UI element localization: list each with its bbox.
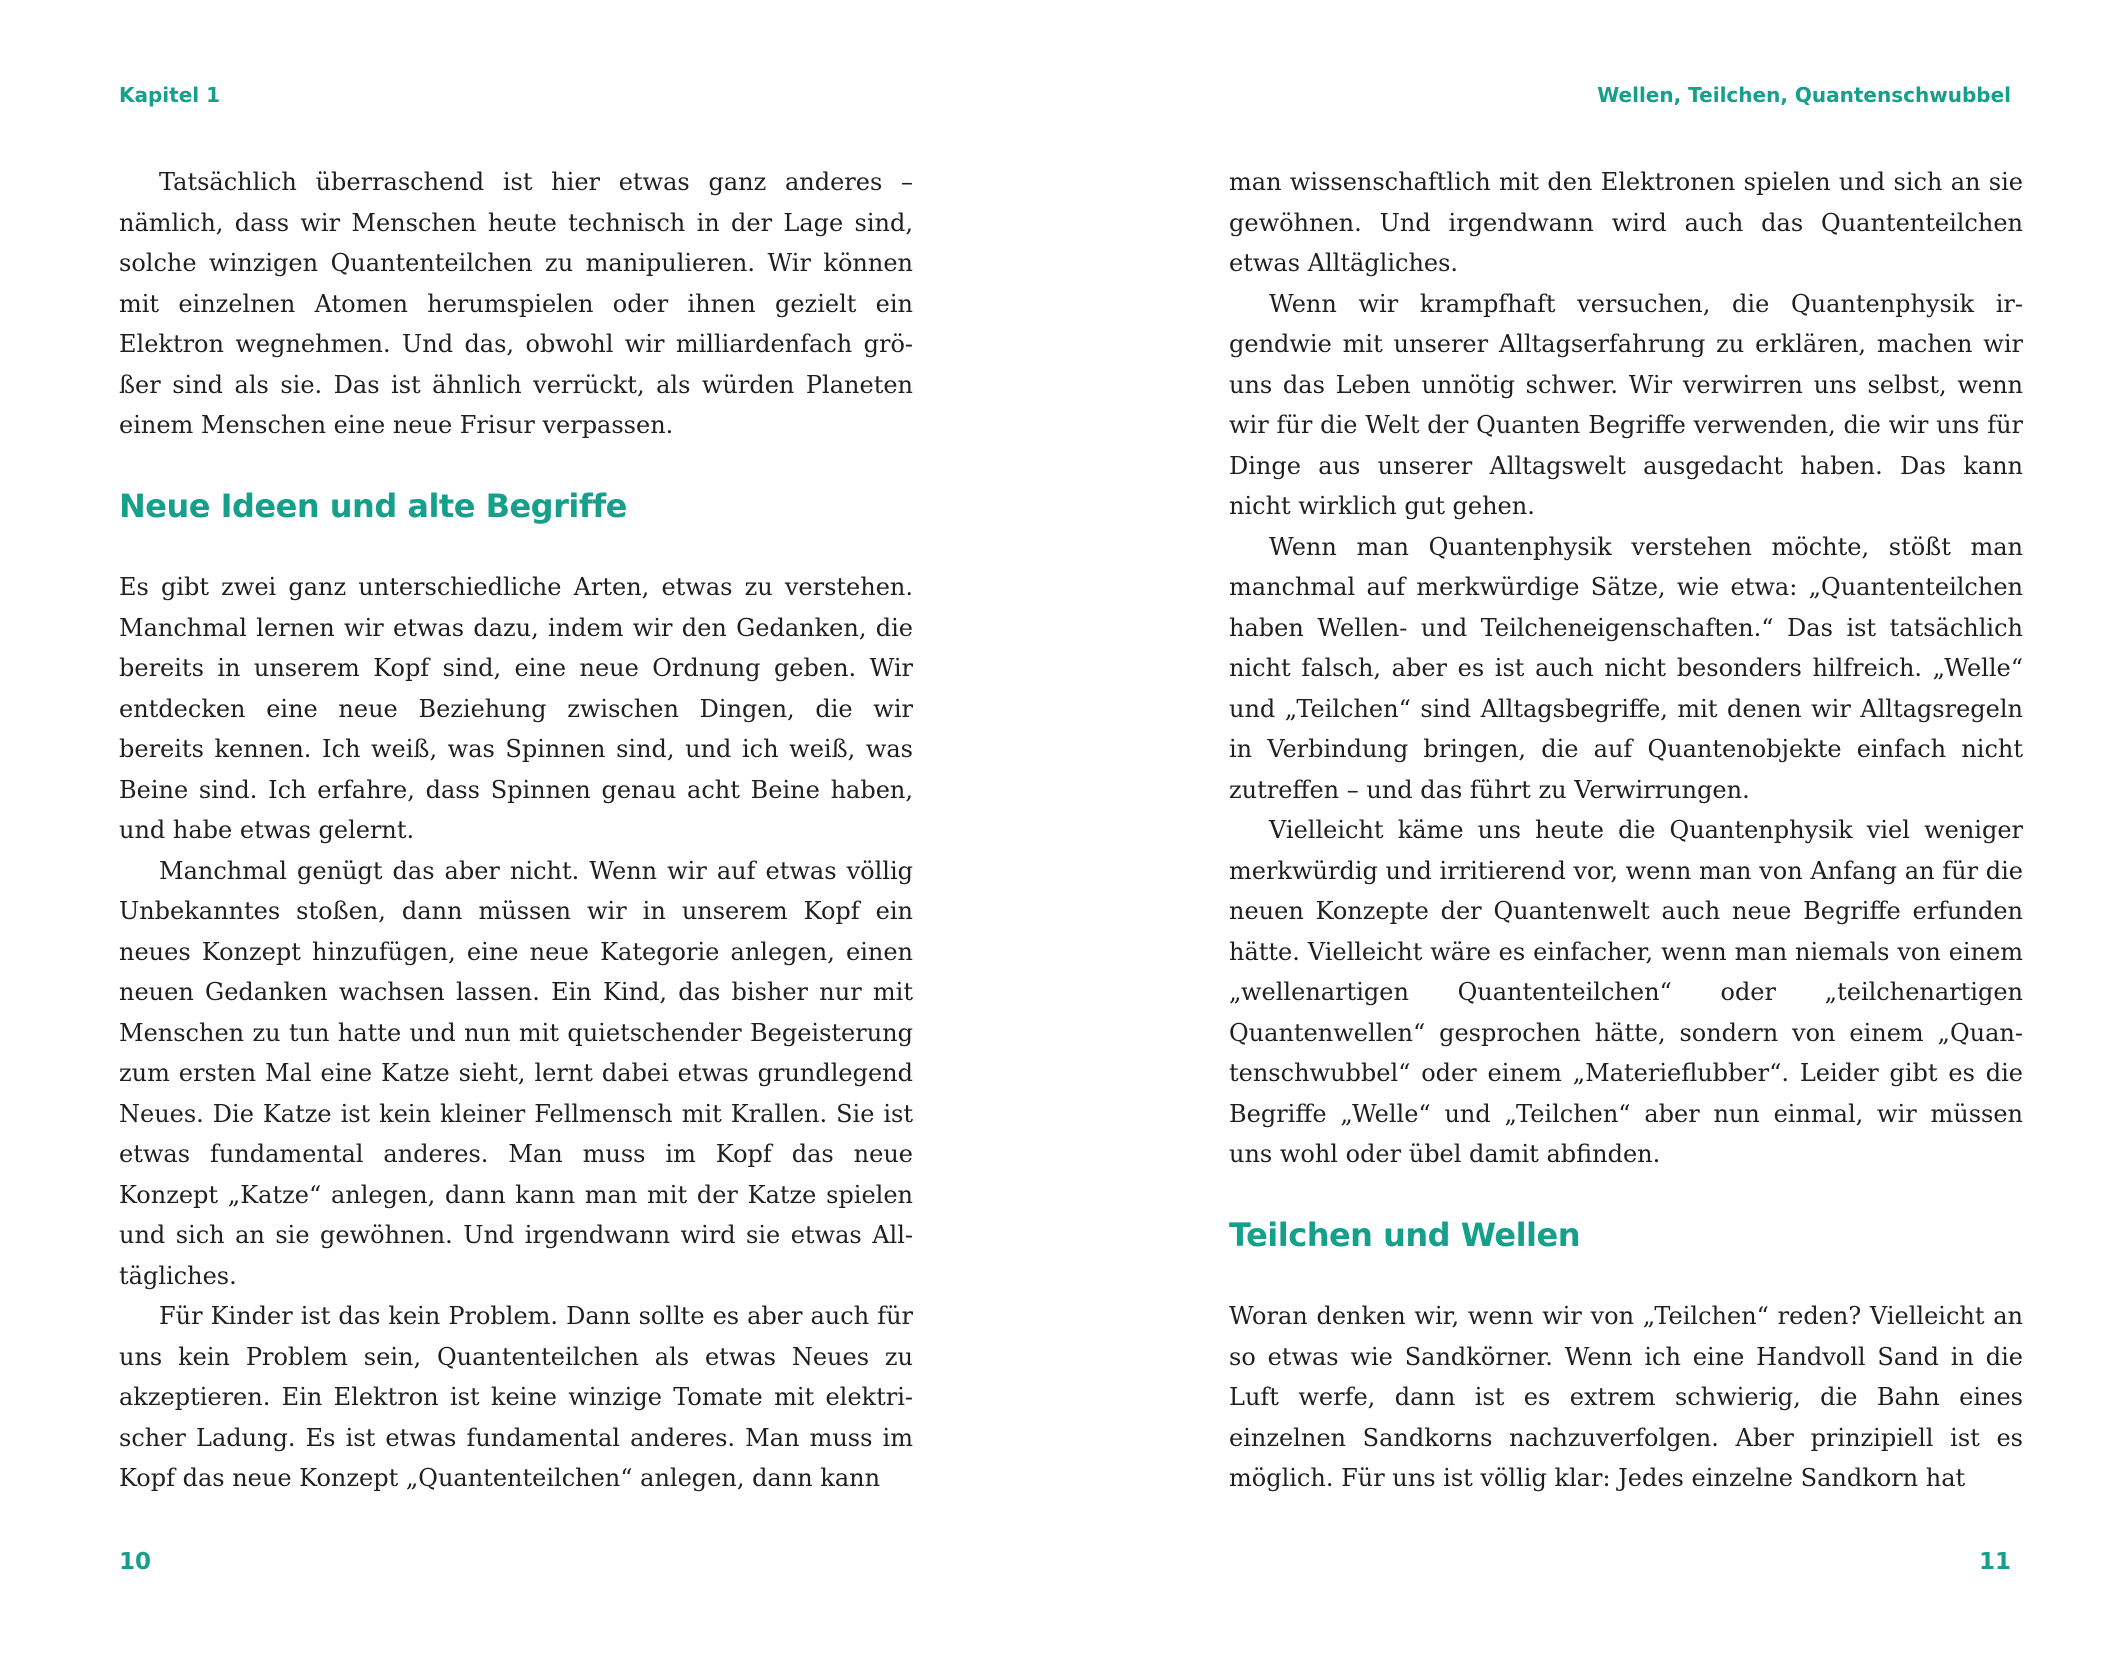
paragraph: Tatsächlich überraschend ist hier etwas ganz anderes – nämlich, dass wir Menschen heute technisch in der Lage sind, solche winzigen Quantenteilchen zu manipulieren. Wir können mit einzelnen Atomen herumspielen oder ihnen gezielt ein Elektron wegnehmen. Und das, obwohl wir milliardenfach größer sind als sie. Das ist ähnlich verrückt, als würden Planeten einem Menschen eine neue Frisur verpassen.: [119, 168, 913, 439]
paragraph: Es gibt zwei ganz unterschiedliche Arten, etwas zu verstehen. Manchmal lernen wir etwas dazu, indem wir den Gedanken, die bereits in unserem Kopf sind, eine neue Ordnung geben. Wir entdecken eine neue Beziehung zwischen Dingen, die wir bereits kennen. Ich weiß, was Spinnen sind, und ich weiß, was Beine sind. Ich erfahre, dass Spinnen genau acht Beine haben, und habe etwas gelernt.: [119, 573, 913, 844]
running-head-right: Wellen, Teilchen, Quantenschwubbel: [1597, 83, 2011, 107]
page-number-left: 10: [119, 1549, 152, 1575]
right-page: [1063, 0, 2126, 1654]
page-number-right: 11: [1978, 1549, 2011, 1575]
paragraph: Wenn man Quantenphysik verstehen möchte, stößt man manchmal auf merkwürdige Sätze, wie etwa: „Quantenteilchen haben Wellen- und Teilcheneigenschaften.“ Das ist tatsächlich nicht falsch, aber es ist auch nicht besonders hilfreich. „Welle“ und „Teilchen“ sind Alltagsbegriffe, mit denen wir Alltagsregeln in Verbindung bringen, die auf Quantenobjekte einfach nicht zutreffen – und das führt zu Verwirrungen.: [1229, 532, 2023, 804]
running-head-left: Kapitel 1: [119, 83, 221, 107]
paragraph: Für Kinder ist das kein Problem. Dann sollte es aber auch für uns kein Problem sein, Quantenteilchen als etwas Neues zu akzeptieren. Ein Elektron ist keine winzige Tomate mit elektrischer Ladung. Es ist etwas fundamental anderes. Man muss im Kopf das neue Konzept „Quantenteilchen“ anlegen, dann kann: [119, 1302, 913, 1492]
section-heading: Neue Ideen und alte Begriffe: [119, 487, 627, 525]
paragraph: Manchmal genügt das aber nicht. Wenn wir auf etwas völlig Unbekanntes stoßen, dann müssen wir in unserem Kopf ein neues Konzept hinzufügen, eine neue Kategorie anlegen, einen neuen Gedanken wachsen lassen. Ein Kind, das bisher nur mit Menschen zu tun hatte und nun mit quietschender Begeisterung zum ersten Mal eine Katze sieht, lernt dabei etwas grundlegend Neues. Die Katze ist kein kleiner Fellmensch mit Krallen. Sie ist etwas fundamental anderes. Man muss im Kopf das neue Konzept „Katze“ anlegen, dann kann man mit der Katze spielen und sich an sie gewöhnen. Und irgendwann wird sie etwas Alltägliches.: [119, 856, 913, 1290]
paragraph: Vielleicht käme uns heute die Quantenphysik viel weniger merkwürdig und irritierend vor, wenn man von Anfang an für die neuen Konzepte der Quantenwelt auch neue Begriffe erfunden hätte. Vielleicht wäre es einfacher, wenn man niemals von einem „wellenartigen Quantenteilchen“ oder „teilchenartigen Quantenwellen“ gesprochen hätte, sondern von einem „Quantenschwubbel“ oder einem „Materieflubber“. Leider gibt es die Begriffe „Welle“ und „Teilchen“ aber nun einmal, wir müssen uns wohl oder übel damit abfinden.: [1229, 816, 2023, 1168]
left-page-body: [119, 162, 913, 1499]
paragraph: Woran denken wir, wenn wir von „Teilchen“ reden? Vielleicht an so etwas wie Sandkörner. Wenn ich eine Handvoll Sand in die Luft werfe, dann ist es extrem schwierig, die Bahn eines einzelnen Sandkorns nachzuverfolgen. Aber prinzipiell ist es möglich. Für uns ist völlig klar: Jedes einzelne Sandkorn hat: [1229, 1302, 2023, 1492]
section-heading: Teilchen und Wellen: [1229, 1216, 1580, 1254]
paragraph: Wenn wir krampfhaft versuchen, die Quantenphysik irgendwie mit unserer Alltagserfahrung zu erklären, machen wir uns das Leben unnötig schwer. Wir verwirren uns selbst, wenn wir für die Welt der Quanten Begriffe verwenden, die wir uns für Dinge aus unserer Alltagswelt ausgedacht haben. Das kann nicht wirklich gut gehen.: [1229, 289, 2023, 520]
paragraph: man wissenschaftlich mit den Elektronen spielen und sich an sie gewöhnen. Und irgendwann wird auch das Quantenteilchen etwas Alltägliches.: [1229, 168, 2023, 277]
right-page-body: [1229, 162, 2023, 1499]
